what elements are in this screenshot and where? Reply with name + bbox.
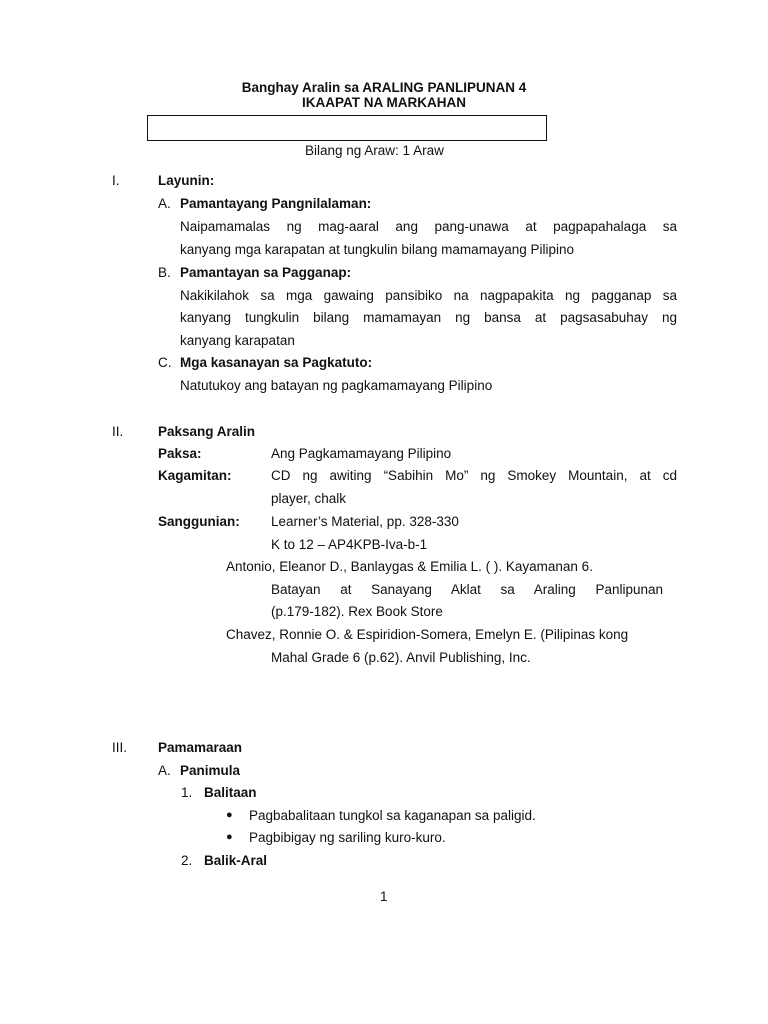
section-1b-letter: B.	[158, 265, 171, 280]
section-1-numeral: I.	[112, 173, 120, 188]
days-count: Bilang ng Araw: 1 Araw	[305, 143, 444, 158]
section-1a-letter: A.	[158, 196, 171, 211]
bullet-1-icon: ●	[226, 809, 233, 821]
blank-header-box	[147, 115, 547, 141]
bullet-2-icon: ●	[226, 831, 233, 843]
reference-2-line1: Chavez, Ronnie O. & Espiridion-Somera, Emelyn E. (Pilipinas kong	[226, 627, 629, 642]
section-1-title: Layunin:	[158, 173, 215, 188]
kagamitan-line2: player, chalk	[271, 491, 347, 506]
kagamitan-line1: CD ng awiting “Sabihin Mo” ng Smokey Mountain, at cd	[271, 468, 677, 483]
paksa-value: Ang Pagkamamayang Pilipino	[271, 446, 452, 461]
section-3-title: Pamamaraan	[158, 740, 243, 755]
bullet-2-text: Pagbibigay ng sariling kuro-kuro.	[249, 830, 446, 845]
section-1c-title: Mga kasanayan sa Pagkatuto:	[180, 355, 373, 370]
section-1b-text-line3: kanyang karapatan	[180, 333, 295, 348]
bullet-1-text: Pagbabalitaan tungkol sa kaganapan sa paligid.	[249, 808, 536, 823]
section-1b-text-line1: Nakikilahok sa mga gawaing pansibiko na nagpapakita ng pagganap sa	[180, 288, 677, 303]
section-1b-text-line2: kanyang tungkulin bilang mamamayan ng bansa at pagsasabuhay ng	[180, 310, 677, 325]
section-3a-letter: A.	[158, 763, 171, 778]
reference-1-line1: Antonio, Eleanor D., Banlaygas & Emilia L. ( ). Kayamanan 6.	[226, 559, 593, 574]
sanggunian-line1: Learner’s Material, pp. 328-330	[271, 514, 459, 529]
section-1c-text-line1: Natutukoy ang batayan ng pagkamamayang Pilipino	[180, 378, 493, 393]
reference-1-line2: Batayan at Sanayang Aklat sa Araling Panlipunan	[271, 582, 663, 597]
section-3-numeral: III.	[112, 740, 128, 755]
section-1b-title: Pamantayan sa Pagganap:	[180, 265, 352, 280]
sanggunian-label: Sanggunian:	[158, 514, 240, 529]
section-2-numeral: II.	[112, 424, 124, 439]
page-number: 1	[380, 889, 388, 904]
quarter-title: IKAAPAT NA MARKAHAN	[302, 95, 466, 110]
reference-2-line2: Mahal Grade 6 (p.62). Anvil Publishing, Inc.	[271, 650, 531, 665]
section-1a-text-line1: Naipamamalas ng mag-aaral ang pang-unawa at pagpapahalaga sa	[180, 219, 677, 234]
item-1-title: Balitaan	[204, 785, 257, 800]
lesson-plan-title: Banghay Aralin sa ARALING PANLIPUNAN 4	[241, 80, 527, 95]
item-2-number: 2.	[181, 853, 193, 868]
kagamitan-label: Kagamitan:	[158, 468, 232, 483]
section-2-title: Paksang Aralin	[158, 424, 256, 439]
item-1-number: 1.	[181, 785, 193, 800]
item-2-title: Balik-Aral	[204, 853, 268, 868]
section-1a-text-line2: kanyang mga karapatan at tungkulin bilang mamamayang Pilipino	[180, 242, 574, 257]
reference-1-line3: (p.179-182). Rex Book Store	[271, 604, 443, 619]
section-1a-title: Pamantayang Pangnilalaman:	[180, 196, 372, 211]
sanggunian-line2: K to 12 – AP4KPB-Iva-b-1	[271, 537, 428, 552]
section-3a-title: Panimula	[180, 763, 241, 778]
paksa-label: Paksa:	[158, 446, 202, 461]
section-1c-letter: C.	[158, 355, 172, 370]
